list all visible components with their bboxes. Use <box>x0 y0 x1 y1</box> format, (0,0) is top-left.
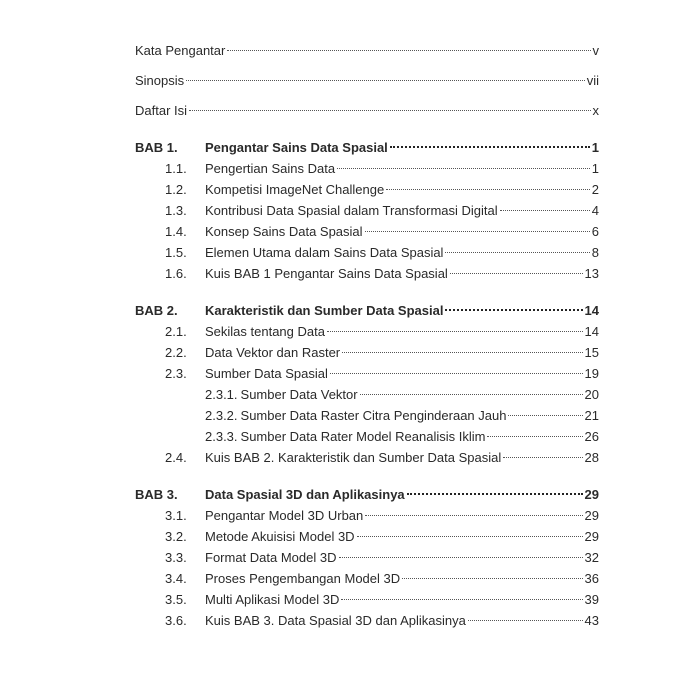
entry-number: 1.3. <box>165 203 187 218</box>
entry-title: Konsep Sains Data Spasial <box>205 224 363 239</box>
table-of-contents <box>135 40 599 631</box>
entry-page: 29 <box>584 487 599 502</box>
entry-page: 14 <box>584 324 599 339</box>
entry-page: v <box>592 43 599 58</box>
toc-entry[interactable] <box>135 137 599 158</box>
dot-leader <box>487 436 582 437</box>
entry-title: Proses Pengembangan Model 3D <box>205 571 401 586</box>
entry-number: 2.3.2. <box>205 408 238 423</box>
entry-number: 1.4. <box>165 224 187 239</box>
entry-page: 2 <box>591 182 599 197</box>
entry-number: 3.1. <box>165 508 187 523</box>
dot-leader <box>407 493 583 495</box>
entry-number: 3.4. <box>165 571 187 586</box>
dot-leader <box>227 50 590 51</box>
entry-page: 6 <box>591 224 599 239</box>
dot-leader <box>357 536 583 537</box>
entry-title: Pengantar Sains Data Spasial <box>205 140 388 155</box>
entry-page: 32 <box>584 550 599 565</box>
entry-number: 2.2. <box>165 345 187 360</box>
dot-leader <box>445 252 589 253</box>
entry-title: Sinopsis <box>135 73 185 88</box>
entry-page: 39 <box>584 592 599 607</box>
toc-entry[interactable] <box>135 321 599 342</box>
entry-page: 13 <box>584 266 599 281</box>
dot-leader <box>386 189 590 190</box>
entry-page: 29 <box>584 529 599 544</box>
entry-title: Kuis BAB 2. Karakteristik dan Sumber Data Spasial <box>205 450 502 465</box>
dot-leader <box>500 210 590 211</box>
entry-title: Kuis BAB 3. Data Spasial 3D dan Aplikasinya <box>205 613 466 628</box>
toc-entry[interactable] <box>135 484 599 505</box>
entry-title: Sumber Data Vektor <box>240 387 358 402</box>
dot-leader <box>503 457 582 458</box>
entry-title: Sumber Data Rater Model Reanalisis Iklim <box>240 429 486 444</box>
toc-entry[interactable] <box>135 300 599 321</box>
entry-title: Kontribusi Data Spasial dalam Transformasi Digital <box>205 203 498 218</box>
toc-entry[interactable] <box>135 405 599 426</box>
entry-title: Kata Pengantar <box>135 43 226 58</box>
dot-leader <box>189 110 590 111</box>
toc-entry[interactable] <box>135 447 599 468</box>
toc-entry[interactable] <box>135 363 599 384</box>
entry-title: Data Spasial 3D dan Aplikasinya <box>205 487 405 502</box>
toc-entry[interactable] <box>135 505 599 526</box>
toc-entry[interactable] <box>135 158 599 179</box>
dot-leader <box>450 273 583 274</box>
dot-leader <box>186 80 585 81</box>
entry-page: 8 <box>591 245 599 260</box>
entry-number: 2.4. <box>165 450 187 465</box>
toc-entry[interactable] <box>135 589 599 610</box>
toc-entry[interactable] <box>135 200 599 221</box>
toc-entry[interactable] <box>135 100 599 130</box>
entry-page: 29 <box>584 508 599 523</box>
dot-leader <box>341 599 582 600</box>
entry-number: 1.2. <box>165 182 187 197</box>
entry-number: 3.3. <box>165 550 187 565</box>
toc-entry[interactable] <box>135 179 599 200</box>
entry-number: 2.3.3. <box>205 429 238 444</box>
entry-title: Sekilas tentang Data <box>205 324 325 339</box>
entry-title: Sumber Data Raster Citra Penginderaan Jauh <box>240 408 507 423</box>
entry-page: 1 <box>591 161 599 176</box>
toc-entry[interactable] <box>135 384 599 405</box>
entry-title: Daftar Isi <box>135 103 188 118</box>
entry-number: 3.2. <box>165 529 187 544</box>
entry-title: Metode Akuisisi Model 3D <box>205 529 355 544</box>
toc-entry[interactable] <box>135 610 599 631</box>
dot-leader <box>402 578 582 579</box>
entry-number: 3.6. <box>165 613 187 628</box>
entry-page: 43 <box>584 613 599 628</box>
toc-entry[interactable] <box>135 568 599 589</box>
entry-number: BAB 2. <box>135 303 178 318</box>
dot-leader <box>327 331 583 332</box>
entry-number: BAB 1. <box>135 140 178 155</box>
dot-leader <box>508 415 582 416</box>
entry-number: 2.1. <box>165 324 187 339</box>
dot-leader <box>468 620 583 621</box>
entry-number: 1.6. <box>165 266 187 281</box>
entry-page: 21 <box>584 408 599 423</box>
entry-title: Pengertian Sains Data <box>205 161 336 176</box>
dot-leader <box>365 231 590 232</box>
entry-page: 20 <box>584 387 599 402</box>
toc-entry[interactable] <box>135 263 599 284</box>
toc-entry[interactable] <box>135 221 599 242</box>
entry-page: 15 <box>584 345 599 360</box>
entry-page: vii <box>586 73 599 88</box>
toc-entry[interactable] <box>135 70 599 100</box>
entry-title: Kuis BAB 1 Pengantar Sains Data Spasial <box>205 266 448 281</box>
entry-page: 28 <box>584 450 599 465</box>
entry-page: 1 <box>591 140 599 155</box>
entry-page: 19 <box>584 366 599 381</box>
entry-title: Karakteristik dan Sumber Data Spasial <box>205 303 444 318</box>
toc-entry[interactable] <box>135 547 599 568</box>
dot-leader <box>360 394 583 395</box>
entry-title: Pengantar Model 3D Urban <box>205 508 364 523</box>
entry-number: BAB 3. <box>135 487 178 502</box>
toc-entry[interactable] <box>135 40 599 70</box>
dot-leader <box>365 515 582 516</box>
dot-leader <box>337 168 590 169</box>
entry-page: 4 <box>591 203 599 218</box>
toc-entry[interactable] <box>135 526 599 547</box>
entry-page: x <box>592 103 599 118</box>
entry-number: 2.3.1. <box>205 387 238 402</box>
entry-number: 3.5. <box>165 592 187 607</box>
entry-title: Sumber Data Spasial <box>205 366 328 381</box>
toc-entry[interactable] <box>135 426 599 447</box>
dot-leader <box>390 146 590 148</box>
toc-entry[interactable] <box>135 242 599 263</box>
entry-title: Data Vektor dan Raster <box>205 345 341 360</box>
toc-entry[interactable] <box>135 342 599 363</box>
entry-number: 1.1. <box>165 161 187 176</box>
dot-leader <box>445 309 582 311</box>
entry-title: Format Data Model 3D <box>205 550 337 565</box>
dot-leader <box>342 352 582 353</box>
entry-page: 26 <box>584 429 599 444</box>
entry-number: 2.3. <box>165 366 187 381</box>
entry-title: Elemen Utama dalam Sains Data Spasial <box>205 245 444 260</box>
entry-title: Multi Aplikasi Model 3D <box>205 592 340 607</box>
entry-page: 36 <box>584 571 599 586</box>
entry-page: 14 <box>584 303 599 318</box>
dot-leader <box>330 373 583 374</box>
dot-leader <box>339 557 583 558</box>
entry-number: 1.5. <box>165 245 187 260</box>
entry-title: Kompetisi ImageNet Challenge <box>205 182 385 197</box>
